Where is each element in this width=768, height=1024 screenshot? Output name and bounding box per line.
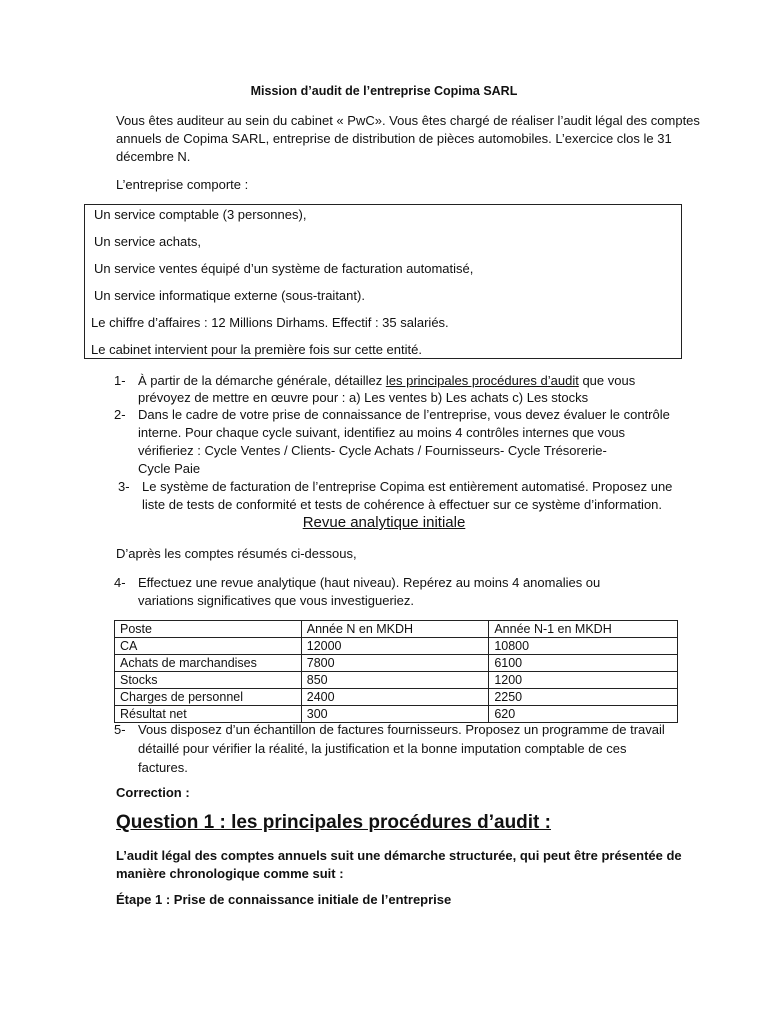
table-cell: Stocks — [115, 672, 302, 689]
table-row — [115, 689, 678, 706]
audit-intro-line-1: L’audit légal des comptes annuels suit une démarche structurée, qui peut être présentée de — [116, 848, 682, 863]
box-line: Un service achats, — [94, 234, 201, 249]
q3-line-1: Le système de facturation de l’entreprise Copima est entièrement automatisé. Proposez une — [142, 479, 673, 494]
financial-table — [114, 620, 678, 723]
box-line: Un service comptable (3 personnes), — [94, 207, 307, 222]
table-row — [115, 706, 678, 723]
q4-line-2: variations significatives que vous investigueriez. — [138, 593, 415, 608]
q5-line-2: détaillé pour vérifier la réalité, la justification et la bonne imputation comptable de ces — [138, 741, 627, 756]
q2-line-2: interne. Pour chaque cycle suivant, identifiez au moins 4 contrôles internes que vous — [138, 425, 626, 440]
q3-number: 3- — [118, 479, 130, 494]
q2-line-3: vérifieriez : Cycle Ventes / Clients- Cycle Achats / Fournisseurs- Cycle Trésorerie- — [138, 443, 607, 458]
table-header-row — [115, 621, 678, 638]
revue-intro: D’après les comptes résumés ci-dessous, — [116, 546, 357, 561]
table-cell: 2250 — [489, 689, 678, 706]
q1-number: 1- — [114, 373, 126, 388]
table-cell: 300 — [301, 706, 489, 723]
q4-number: 4- — [114, 575, 126, 590]
q1-line-2: prévoyez de mettre en œuvre pour : a) Les ventes b) Les achats c) Les stocks — [138, 390, 589, 405]
table-cell: 1200 — [489, 672, 678, 689]
box-line: Le chiffre d’affaires : 12 Millions Dirhams. Effectif : 35 salariés. — [91, 315, 449, 330]
q1-text-before: À partir de la démarche générale, détaillez — [138, 373, 386, 388]
table-cell: 2400 — [301, 689, 489, 706]
table-cell: CA — [115, 638, 302, 655]
table-row — [115, 655, 678, 672]
table-cell: 12000 — [301, 638, 489, 655]
etape1-heading: Étape 1 : Prise de connaissance initiale de l’entreprise — [116, 892, 452, 907]
table-cell: Charges de personnel — [115, 689, 302, 706]
intro-line-1: Vous êtes auditeur au sein du cabinet « PwC». Vous êtes chargé de réaliser l’audit légal des comptes — [116, 113, 700, 128]
box-line: Le cabinet intervient pour la première fois sur cette entité. — [91, 342, 422, 357]
table-row — [115, 638, 678, 655]
table-row — [115, 672, 678, 689]
table-cell: 10800 — [489, 638, 678, 655]
q5-line-1: Vous disposez d’un échantillon de factures fournisseurs. Proposez un programme de travail — [138, 722, 665, 737]
q2-line-1: Dans le cadre de votre prise de connaissance de l’entreprise, vous devez évaluer le contrôle — [138, 407, 670, 422]
correction-label: Correction : — [116, 785, 190, 800]
table-cell: 620 — [489, 706, 678, 723]
table-header-cell: Poste — [115, 621, 302, 638]
table-cell: Achats de marchandises — [115, 655, 302, 672]
q2-number: 2- — [114, 407, 126, 422]
table-cell: 6100 — [489, 655, 678, 672]
table-header-cell: Année N en MKDH — [301, 621, 489, 638]
q4-line-1: Effectuez une revue analytique (haut niveau). Repérez au moins 4 anomalies ou — [138, 575, 601, 590]
q5-number: 5- — [114, 722, 126, 737]
table-cell: 7800 — [301, 655, 489, 672]
box-line: Un service ventes équipé d’un système de facturation automatisé, — [94, 261, 474, 276]
intro-line-3: décembre N. — [116, 149, 191, 164]
q3-line-2: liste de tests de conformité et tests de cohérence à effectuer sur ce système d’information. — [142, 497, 663, 512]
q2-line-4: Cycle Paie — [138, 461, 201, 476]
table-cell: 850 — [301, 672, 489, 689]
company-intro: L’entreprise comporte : — [116, 177, 249, 192]
document-title: Mission d’audit de l’entreprise Copima SARL — [250, 84, 518, 98]
intro-line-2: annuels de Copima SARL, entreprise de distribution de pièces automobiles. L’exercice clos le 31 — [116, 131, 672, 146]
q1-text-after: que vous — [578, 373, 636, 388]
q1-underlined-text: les principales procédures d’audit — [385, 373, 579, 388]
company-info-box — [84, 204, 682, 359]
table-cell: Résultat net — [115, 706, 302, 723]
question1-heading: Question 1 : les principales procédures d’audit : — [116, 812, 551, 833]
q1-line-1 — [138, 372, 635, 390]
q5-line-3: factures. — [138, 760, 188, 775]
table-header-cell: Année N-1 en MKDH — [489, 621, 678, 638]
revue-analytique-heading: Revue analytique initiale — [302, 514, 466, 531]
audit-intro-line-2: manière chronologique comme suit : — [116, 866, 344, 881]
box-line: Un service informatique externe (sous-traitant). — [94, 288, 365, 303]
